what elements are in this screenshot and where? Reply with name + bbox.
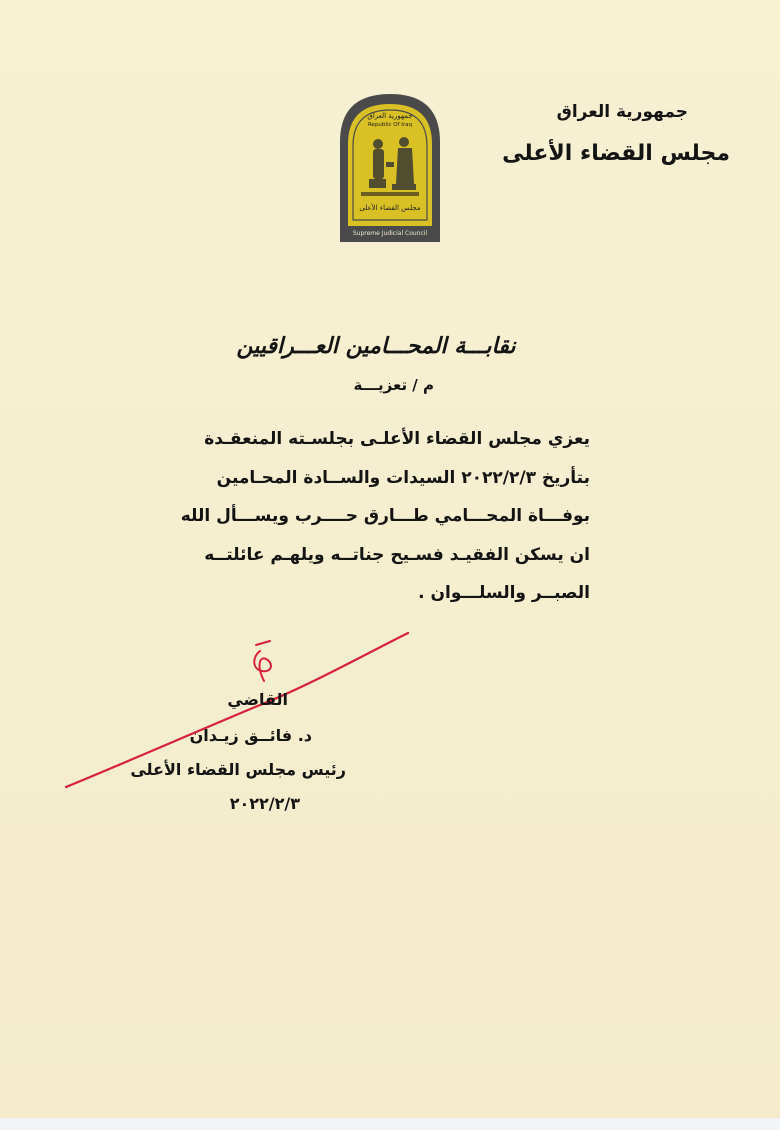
emblem-bottom-en: Supreme Judicial Council [352, 230, 428, 237]
body-line: بوفـــاة المحـــامي طـــارق حــــرب ويســـأل الله [180, 506, 590, 526]
emblem-top-ar: جمهورية العراق [367, 112, 413, 120]
body-line: بتأريخ ٢٠٢٢/٢/٣ السيدات والســادة المحـامين [216, 467, 590, 488]
page-bottom-edge [0, 1118, 780, 1130]
supreme-judicial-council-emblem [336, 92, 444, 244]
body-line: الصبــر والسلـــوان . [418, 583, 590, 603]
addressee: نقابـــة المحـــامين العـــراقيين [236, 333, 516, 359]
header-country: جمهورية العراق [556, 102, 688, 122]
emblem-bottom-ar: مجلس القضاء الأعلى [359, 204, 421, 212]
signatory-name: د. فائــق زيـدان [189, 726, 312, 745]
signatory-position: رئيس مجلس القضاء الأعلى [130, 760, 346, 779]
body-line: ان يسكن الفقيـد فسـيح جناتــه ويلهـم عائلتــه [204, 544, 590, 565]
emblem-top-en: Republic Of Iraq [367, 122, 413, 128]
signatory-title: القاضي [227, 690, 288, 709]
body-line: يعزي مجلس القضاء الأعلـى بجلسـته المنعقـدة [204, 429, 590, 449]
subject-line: م / تعزيـــة [353, 376, 434, 394]
letter-body [180, 420, 590, 613]
signature-date: ٢٠٢٢/٢/٣ [229, 794, 300, 813]
header-council: مجلس القضاء الأعلى [502, 141, 730, 166]
